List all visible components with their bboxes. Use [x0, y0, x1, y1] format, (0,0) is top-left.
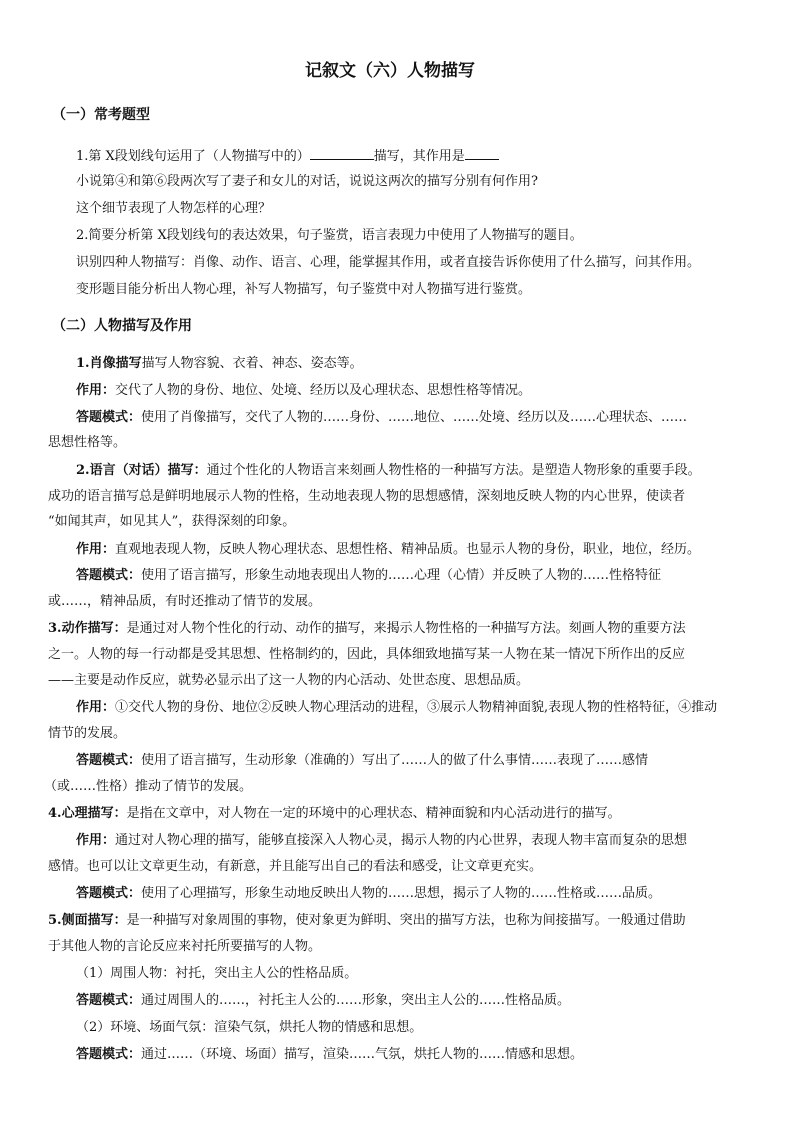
- question-line-1: [76, 147, 499, 165]
- text-line: [76, 542, 700, 558]
- section-heading-2: （二）人物描写及作用: [52, 318, 192, 334]
- question-line-4: 2.简要分析第 X段划线句的表达效果，句子鉴赏，语言表现力中使用了人物描写的题目。: [76, 228, 583, 243]
- bold-term: 2.语言（对话）描写：: [76, 463, 207, 478]
- question-line-6: 变形题目能分析出人物心理，补写人物描写，句子鉴赏中对人物描写进行鉴赏。: [76, 282, 532, 297]
- text-line: [44, 779, 252, 795]
- text-line: [76, 966, 357, 982]
- line-text: （2）环境、场面气氛：渲染气氛，烘托人物的情感和思想。: [76, 1020, 423, 1035]
- line-text: 感情。也可以让文章更生动，有新意，并且能写出自己的看法和感受，让文章更充实。: [48, 859, 543, 874]
- line-text: 是一种描写对象周围的事物，使对象更为鲜明、突出的描写方法，也称为间接描写。一般通过借助: [126, 913, 686, 928]
- line-text: ①交代人物的身份、地位②反映人物心理活动的进程，③展示人物精神面貌,表现人物的性格特征，④推动: [115, 700, 718, 715]
- section-heading-1: （一）常考题型: [52, 107, 150, 123]
- text-line: [48, 726, 126, 742]
- text-line: [76, 568, 661, 584]
- bold-term: 作用：: [76, 542, 116, 557]
- answer-blank: [310, 147, 374, 160]
- bold-term: 作用：: [76, 700, 116, 715]
- bold-term: 答题模式：: [76, 410, 142, 425]
- line-text: 使用了语言描写，形象生动地表现出人物的……心理（心情）并反映了人物的……性格特征: [141, 568, 662, 583]
- text-line: [48, 647, 685, 663]
- line-text: ——主要是动作反应，就势必显示出了这一人物的内心活动、处世态度、思想品质。: [48, 673, 530, 688]
- question-line-2: 小说第④和第⑥段两次写了妻子和女儿的对话，说说这两次的描写分别有何作用?: [76, 174, 538, 189]
- line-text: 是通过对人物个性化的行动、动作的描写，来揭示人物性格的一种描写方法。刻画人物的重要方法: [126, 621, 686, 636]
- bold-term: 答题模式：: [76, 1047, 142, 1062]
- text-line: [76, 993, 570, 1009]
- bold-term: 答题模式：: [76, 993, 142, 1008]
- text-line: [76, 356, 363, 372]
- text-line: [76, 1047, 583, 1063]
- bold-term: 3.动作描写：: [48, 621, 127, 636]
- question-line-5: 识别四种人物描写：肖像、动作、语言、心理，能掌握其作用，或者直接告诉你使用了什么描写，问其作用。: [76, 255, 701, 270]
- text-line: [76, 410, 687, 426]
- line-text: 通过个性化的人物语言来刻画人物性格的一种描写方法。是塑造人物形象的重要手段。: [206, 463, 701, 478]
- page-title: 记叙文（六）人物描写: [305, 61, 475, 81]
- question-text: 1.第 X段划线句运用了（人物描写中的）: [76, 149, 310, 164]
- text-line: [76, 463, 701, 479]
- answer-blank: [465, 147, 499, 160]
- bold-term: 答题模式：: [76, 886, 142, 901]
- line-text: （1）周围人物：衬托，突出主人公的性格品质。: [76, 966, 358, 981]
- bold-term: 作用：: [76, 833, 116, 848]
- line-text: 成功的语言描写总是鲜明地展示人物的性格，生动地表现人物的思想感情，深刻地反映人物的内心世界，使读者: [48, 489, 686, 504]
- line-text: 情节的发展。: [48, 726, 127, 741]
- bold-term: 答题模式：: [76, 568, 142, 583]
- line-text: 于其他人物的言论反应来衬托所要描写的人物。: [48, 939, 322, 954]
- line-text: 使用了语言描写，生动形象（准确的）写出了……人的做了什么事情……表现了……感情: [141, 753, 649, 768]
- bold-term: 1.肖像描写: [76, 356, 142, 371]
- text-line: [48, 806, 621, 822]
- line-text: 使用了肖像描写，交代了人物的……身份、……地位、……处境、经历以及……心理状态、……: [141, 410, 688, 425]
- line-text: 使用了心理描写，形象生动地反映出人物的……思想，揭示了人物的……性格或……品质。: [141, 886, 662, 901]
- bold-term: 4.心理描写：: [48, 806, 127, 821]
- text-line: [76, 833, 687, 849]
- bold-term: 5.侧面描写：: [48, 913, 127, 928]
- text-line: [76, 753, 648, 769]
- text-line: [48, 489, 685, 505]
- text-line: [48, 621, 686, 637]
- text-line: [76, 700, 717, 716]
- text-line: [48, 913, 686, 929]
- text-line: [76, 886, 661, 902]
- line-text: 通过……（环境、场面）描写，渲染……气氛，烘托人物的……情感和思想。: [141, 1047, 584, 1062]
- bold-term: 答题模式：: [76, 753, 142, 768]
- text-line: [48, 939, 321, 955]
- line-text: 是指在文章中，对人物在一定的环境中的心理状态、精神面貌和内心活动进行的描写。: [126, 806, 621, 821]
- line-text: 通过对人物心理的描写，能够直接深入人物心灵，揭示人物的内心世界，表现人物丰富而复杂的思想: [115, 833, 688, 848]
- line-text: 思想性格等。: [48, 435, 127, 450]
- line-text: 描写人物容貌、衣着、神态、姿态等。: [141, 356, 363, 371]
- question-text-mid: 描写，其作用是: [373, 149, 465, 164]
- text-line: [76, 383, 531, 399]
- bold-term: 作用：: [76, 383, 116, 398]
- line-text: （或……性格）推动了情节的发展。: [44, 779, 253, 794]
- line-text: 通过周围人的……，衬托主人公的……形象，突出主人公的……性格品质。: [141, 993, 571, 1008]
- line-text: 或……，精神品质，有时还推动了情节的发展。: [48, 594, 322, 609]
- text-line: [76, 1020, 422, 1036]
- line-text: 交代了人物的身份、地位、处境、经历以及心理状态、思想性格等情况。: [115, 383, 532, 398]
- line-text: “如闻其声，如见其人”，获得深刻的印象。: [48, 514, 296, 529]
- text-line: [48, 673, 529, 689]
- question-line-3: 这个细节表现了人物怎样的心理？: [76, 201, 272, 216]
- line-text: 之一。人物的每一行动都是受其思想、性格制约的，因此，具体细致地描写某一人物在某一情况下所作出的反应: [48, 647, 686, 662]
- text-line: [48, 859, 542, 875]
- text-line: [48, 514, 295, 530]
- line-text: 直观地表现人物，反映人物心理状态、思想性格、精神品质。也显示人物的身份，职业，地位，经历。: [115, 542, 701, 557]
- text-line: [48, 594, 321, 610]
- text-line: [48, 435, 126, 451]
